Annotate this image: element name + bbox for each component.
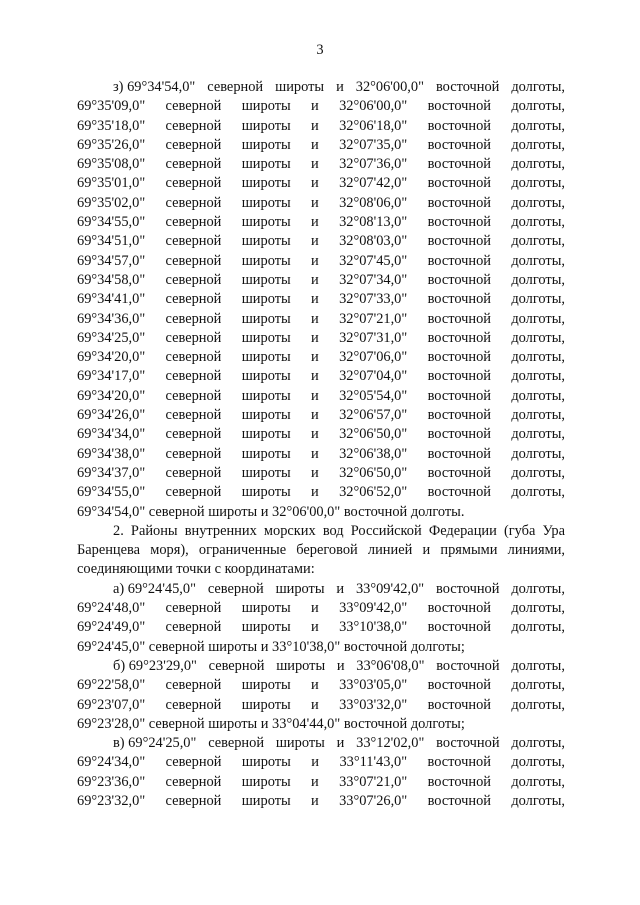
coord-cell: широты (241, 407, 291, 424)
coord-cell: широты (241, 696, 291, 713)
coord-cell: и (311, 175, 319, 192)
coord-cell: и (311, 252, 319, 269)
coord-cell: долготы, (511, 600, 565, 617)
coord-cell: и (311, 117, 319, 134)
coord-cell: 69°24'49,0" (77, 619, 146, 636)
coord-cell: 32°08'03,0" (339, 233, 408, 250)
coord-cell: северной (165, 426, 222, 443)
coord-cell: 69°34'55,0" (77, 214, 146, 231)
coord-cell: 32°07'33,0" (339, 291, 408, 308)
coord-cell: 32°07'04,0" (339, 368, 408, 385)
coord-cell: долготы, (511, 407, 565, 424)
coord-cell: 69°35'08,0" (77, 156, 146, 173)
coord-cell: восточной (427, 696, 491, 713)
coord-cell: и (311, 214, 319, 231)
coord-cell: восточной (427, 426, 491, 443)
coord-cell: долготы, (511, 175, 565, 192)
coord-line (77, 348, 565, 367)
coord-cell: и (311, 368, 319, 385)
coord-cell: северной (165, 175, 222, 192)
coord-cell: северной (165, 773, 222, 790)
coord-cell: 32°07'06,0" (339, 349, 408, 366)
coord-cell: северной (165, 368, 222, 385)
coord-cell: и (311, 426, 319, 443)
document-body (77, 78, 565, 811)
coord-cell: восточной (427, 252, 491, 269)
coord-cell: восточной (427, 754, 491, 771)
coord-cell: восточной (427, 619, 491, 636)
coord-line (77, 464, 565, 483)
coord-line (77, 445, 565, 464)
coord-cell: долготы, (511, 349, 565, 366)
coord-cell: 69°35'01,0" (77, 175, 146, 192)
coord-cell: восточной (427, 773, 491, 790)
coord-cell: северной (165, 387, 222, 404)
coord-line (77, 387, 565, 406)
coord-cell: и (311, 445, 319, 462)
coord-cell: 33°07'21,0" (339, 773, 408, 790)
coord-cell: северной (165, 792, 222, 809)
coord-cell: широты (241, 117, 291, 134)
coord-cell: 69°24'34,0" (77, 754, 146, 771)
coord-cell: широты (241, 98, 291, 115)
coord-cell: 32°06'38,0" (339, 445, 408, 462)
coord-cell: и (311, 407, 319, 424)
coord-cell: широты (241, 349, 291, 366)
coord-cell: и (311, 387, 319, 404)
coord-cell: и (311, 194, 319, 211)
coord-cell: восточной (427, 271, 491, 288)
coord-cell: 69°23'36,0" (77, 773, 146, 790)
coord-line (77, 773, 565, 792)
coord-cell: долготы, (511, 214, 565, 231)
coord-cell: северной (165, 98, 222, 115)
coord-line (77, 252, 565, 271)
coord-cell: широты (241, 426, 291, 443)
coord-cell: широты (241, 214, 291, 231)
coord-cell: долготы, (511, 291, 565, 308)
coord-line: в) 69°24'25,0" северной широты и 33°12'02,0" восточной долготы, (113, 735, 565, 752)
coord-line (77, 97, 565, 116)
coord-cell: северной (165, 349, 222, 366)
coord-line (77, 310, 565, 329)
coord-cell: и (311, 792, 319, 809)
coord-cell: 69°23'32,0" (77, 792, 146, 809)
coord-cell: широты (241, 329, 291, 346)
coord-cell: северной (165, 156, 222, 173)
coord-cell: и (311, 600, 319, 617)
coord-cell: 32°07'21,0" (339, 310, 408, 327)
coord-line (77, 406, 565, 425)
coord-rows-z (77, 97, 565, 502)
coord-cell: и (311, 696, 319, 713)
coord-cell: 69°35'26,0" (77, 136, 146, 153)
coord-cell: 32°07'45,0" (339, 252, 408, 269)
coord-cell: широты (241, 773, 291, 790)
coord-cell: 32°06'18,0" (339, 117, 408, 134)
coord-cell: долготы, (511, 387, 565, 404)
coord-cell: 69°34'25,0" (77, 329, 146, 346)
coord-cell: широты (241, 252, 291, 269)
coord-cell: долготы, (511, 233, 565, 250)
coord-cell: долготы, (511, 792, 565, 809)
coord-cell: долготы, (511, 98, 565, 115)
coord-last-line: 69°34'54,0" северной широты и 32°06'00,0" восточной долготы. (77, 503, 465, 520)
coord-cell: восточной (427, 214, 491, 231)
coord-cell: восточной (427, 98, 491, 115)
coord-line (77, 618, 565, 637)
coord-cell: восточной (427, 407, 491, 424)
coord-cell: северной (165, 677, 222, 694)
coord-cell: 33°03'05,0" (339, 677, 408, 694)
coord-cell: широты (241, 136, 291, 153)
coord-cell: северной (165, 600, 222, 617)
coord-cell: 69°34'38,0" (77, 445, 146, 462)
paragraph-2: 2. Районы внутренних морских вод Российской Федерации (губа Ура Баренцева моря), ограниченные береговой линией и прямыми линиями, соединяющими точки с координатами: (77, 522, 565, 578)
coord-cell: долготы, (511, 156, 565, 173)
coord-cell: долготы, (511, 696, 565, 713)
coord-line (77, 290, 565, 309)
coord-cell: долготы, (511, 194, 565, 211)
coord-line (77, 232, 565, 251)
coord-cell: долготы, (511, 310, 565, 327)
coord-line (77, 676, 565, 695)
coord-cell: 33°09'42,0" (339, 600, 408, 617)
coord-line (77, 271, 565, 290)
coord-cell: восточной (427, 349, 491, 366)
coord-cell: широты (241, 754, 291, 771)
coord-cell: широты (241, 271, 291, 288)
coord-cell: 69°34'41,0" (77, 291, 146, 308)
coord-cell: и (311, 156, 319, 173)
coord-cell: широты (241, 387, 291, 404)
coord-cell: северной (165, 310, 222, 327)
coord-rows-v (77, 753, 565, 811)
coord-rows-a (77, 599, 565, 638)
coord-cell: широты (241, 792, 291, 809)
coord-cell: долготы, (511, 773, 565, 790)
coord-cell: 33°11'43,0" (339, 754, 408, 771)
coord-cell: и (311, 677, 319, 694)
coord-cell: 69°22'58,0" (77, 677, 146, 694)
coord-cell: долготы, (511, 464, 565, 481)
coord-cell: и (311, 773, 319, 790)
coord-cell: широты (241, 233, 291, 250)
coord-cell: широты (241, 291, 291, 308)
coord-cell: северной (165, 619, 222, 636)
coord-line (77, 213, 565, 232)
coord-cell: северной (165, 445, 222, 462)
coord-cell: широты (241, 156, 291, 173)
coord-cell: восточной (427, 387, 491, 404)
coord-cell: 32°08'06,0" (339, 194, 408, 211)
coord-cell: 69°34'55,0" (77, 484, 146, 501)
coord-line: б) 69°23'29,0" северной широты и 33°06'08,0" восточной долготы, (113, 657, 565, 674)
coord-cell: 32°06'52,0" (339, 484, 408, 501)
coord-cell: долготы, (511, 677, 565, 694)
coord-cell: 69°34'17,0" (77, 368, 146, 385)
coord-cell: северной (165, 194, 222, 211)
coord-cell: долготы, (511, 484, 565, 501)
coord-cell: 69°35'18,0" (77, 117, 146, 134)
coord-cell: восточной (427, 677, 491, 694)
coord-cell: 69°34'51,0" (77, 233, 146, 250)
coord-cell: широты (241, 368, 291, 385)
coord-cell: долготы, (511, 117, 565, 134)
coord-cell: и (311, 349, 319, 366)
coord-cell: 32°08'13,0" (339, 214, 408, 231)
coord-cell: и (311, 484, 319, 501)
coord-cell: широты (241, 464, 291, 481)
coord-line (77, 599, 565, 618)
coord-cell: долготы, (511, 445, 565, 462)
coord-cell: 69°34'57,0" (77, 252, 146, 269)
coord-cell: северной (165, 464, 222, 481)
coord-cell: и (311, 291, 319, 308)
page-number: 3 (316, 42, 324, 58)
coord-cell: долготы, (511, 136, 565, 153)
coord-cell: восточной (427, 117, 491, 134)
coord-cell: северной (165, 407, 222, 424)
coord-cell: и (311, 329, 319, 346)
coord-cell: северной (165, 233, 222, 250)
coord-cell: восточной (427, 233, 491, 250)
coord-cell: и (311, 310, 319, 327)
coord-line (77, 367, 565, 386)
coord-cell: восточной (427, 310, 491, 327)
coord-cell: долготы, (511, 329, 565, 346)
coord-line (77, 425, 565, 444)
coord-cell: восточной (427, 792, 491, 809)
coord-line (77, 155, 565, 174)
coord-cell: северной (165, 329, 222, 346)
coord-cell: широты (241, 619, 291, 636)
coord-cell: долготы, (511, 754, 565, 771)
coord-cell: восточной (427, 291, 491, 308)
coord-line (77, 753, 565, 772)
coord-cell: 69°34'34,0" (77, 426, 146, 443)
coord-cell: и (311, 233, 319, 250)
coord-last-line: 69°24'45,0" северной широты и 33°10'38,0" восточной долготы; (77, 638, 465, 655)
coord-line (77, 194, 565, 213)
coord-cell: северной (165, 136, 222, 153)
coord-cell: 69°34'37,0" (77, 464, 146, 481)
coord-cell: и (311, 464, 319, 481)
coord-cell: широты (241, 677, 291, 694)
coord-cell: 69°35'02,0" (77, 194, 146, 211)
coord-cell: 69°34'20,0" (77, 349, 146, 366)
coord-line (77, 329, 565, 348)
coord-cell: 33°10'38,0" (339, 619, 408, 636)
coord-line: з) 69°34'54,0" северной широты и 32°06'00,0" восточной долготы, (113, 79, 565, 95)
coord-cell: широты (241, 484, 291, 501)
coord-cell: северной (165, 252, 222, 269)
coord-cell: восточной (427, 136, 491, 153)
coord-rows-b (77, 676, 565, 715)
coord-cell: долготы, (511, 368, 565, 385)
coord-cell: долготы, (511, 619, 565, 636)
coord-cell: широты (241, 310, 291, 327)
coord-cell: восточной (427, 464, 491, 481)
coord-cell: восточной (427, 600, 491, 617)
coord-cell: северной (165, 754, 222, 771)
coord-cell: широты (241, 600, 291, 617)
coord-cell: долготы, (511, 252, 565, 269)
coord-cell: восточной (427, 194, 491, 211)
coord-cell: 32°07'31,0" (339, 329, 408, 346)
coord-cell: широты (241, 175, 291, 192)
coord-cell: северной (165, 214, 222, 231)
coord-line (77, 696, 565, 715)
coord-cell: северной (165, 484, 222, 501)
coord-cell: 32°06'50,0" (339, 426, 408, 443)
coord-cell: восточной (427, 368, 491, 385)
coord-last-line: 69°23'28,0" северной широты и 33°04'44,0" восточной долготы; (77, 715, 465, 732)
coord-cell: 32°06'00,0" (339, 98, 408, 115)
coord-cell: 32°06'50,0" (339, 464, 408, 481)
coord-cell: и (311, 136, 319, 153)
coord-cell: широты (241, 194, 291, 211)
coord-cell: северной (165, 696, 222, 713)
coord-cell: восточной (427, 484, 491, 501)
coord-cell: 69°34'26,0" (77, 407, 146, 424)
coord-cell: широты (241, 445, 291, 462)
coord-line (77, 174, 565, 193)
coord-cell: и (311, 98, 319, 115)
coord-cell: 32°07'42,0" (339, 175, 408, 192)
coord-cell: и (311, 619, 319, 636)
coord-cell: и (311, 271, 319, 288)
coord-cell: 69°34'58,0" (77, 271, 146, 288)
coord-line (77, 792, 565, 811)
coord-cell: долготы, (511, 271, 565, 288)
coord-cell: северной (165, 271, 222, 288)
coord-line (77, 117, 565, 136)
coord-cell: 32°06'57,0" (339, 407, 408, 424)
coord-cell: 69°23'07,0" (77, 696, 146, 713)
coord-line (77, 136, 565, 155)
coord-line: а) 69°24'45,0" северной широты и 33°09'42,0" восточной долготы, (113, 580, 565, 597)
coord-cell: восточной (427, 156, 491, 173)
coord-cell: восточной (427, 175, 491, 192)
coord-cell: 69°35'09,0" (77, 98, 146, 115)
coord-cell: 32°07'34,0" (339, 271, 408, 288)
coord-cell: 33°07'26,0" (339, 792, 408, 809)
coord-cell: 69°34'36,0" (77, 310, 146, 327)
coord-cell: восточной (427, 445, 491, 462)
coord-cell: и (311, 754, 319, 771)
coord-cell: северной (165, 117, 222, 134)
coord-cell: 32°07'35,0" (339, 136, 408, 153)
coord-cell: 32°05'54,0" (339, 387, 408, 404)
coord-cell: северной (165, 291, 222, 308)
coord-cell: 69°24'48,0" (77, 600, 146, 617)
coord-cell: 69°34'20,0" (77, 387, 146, 404)
coord-cell: восточной (427, 329, 491, 346)
coord-cell: 32°07'36,0" (339, 156, 408, 173)
coord-line (77, 483, 565, 502)
coord-cell: долготы, (511, 426, 565, 443)
coord-cell: 33°03'32,0" (339, 696, 408, 713)
